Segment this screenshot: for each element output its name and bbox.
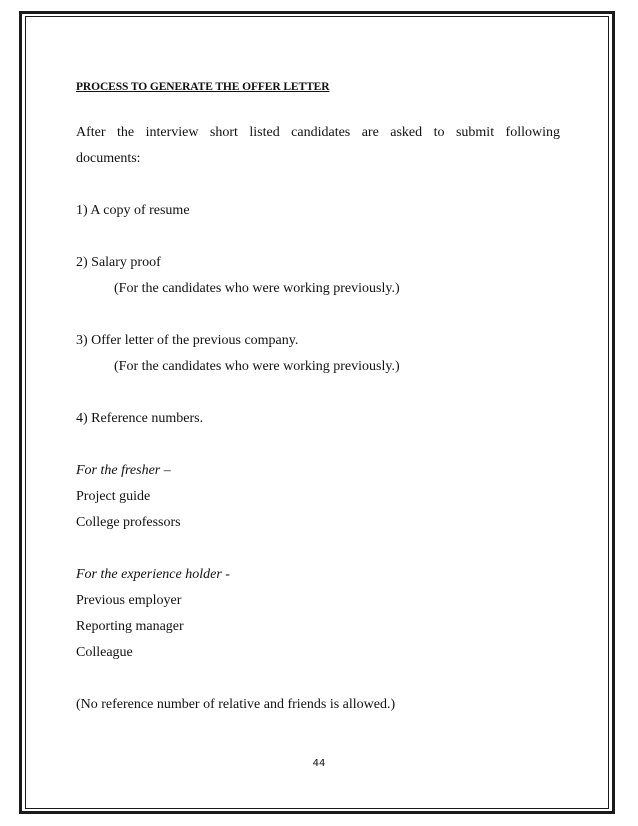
document-heading: PROCESS TO GENERATE THE OFFER LETTER	[76, 81, 330, 93]
intro-line-2: documents:	[76, 151, 141, 166]
list-item-offer-letter-note: (For the candidates who were working previously.)	[114, 359, 400, 374]
intro-line-1: After the interview short listed candidates are asked to submit following	[76, 125, 560, 140]
footnote: (No reference number of relative and friends is allowed.)	[76, 697, 396, 712]
list-item-resume: 1) A copy of resume	[76, 203, 190, 218]
experienced-entry-reporting-manager: Reporting manager	[76, 619, 184, 634]
fresher-entry-college-professors: College professors	[76, 515, 181, 530]
experienced-heading: For the experience holder -	[76, 567, 230, 582]
list-item-salary-proof: 2) Salary proof	[76, 255, 161, 270]
fresher-heading: For the fresher –	[76, 463, 171, 478]
experienced-entry-colleague: Colleague	[76, 645, 133, 660]
list-item-reference-numbers: 4) Reference numbers.	[76, 411, 204, 426]
list-item-offer-letter: 3) Offer letter of the previous company.	[76, 333, 299, 348]
experienced-entry-previous-employer: Previous employer	[76, 593, 182, 608]
list-item-salary-proof-note: (For the candidates who were working previously.)	[114, 281, 400, 296]
fresher-entry-project-guide: Project guide	[76, 489, 151, 504]
page-number: 44	[312, 758, 326, 769]
